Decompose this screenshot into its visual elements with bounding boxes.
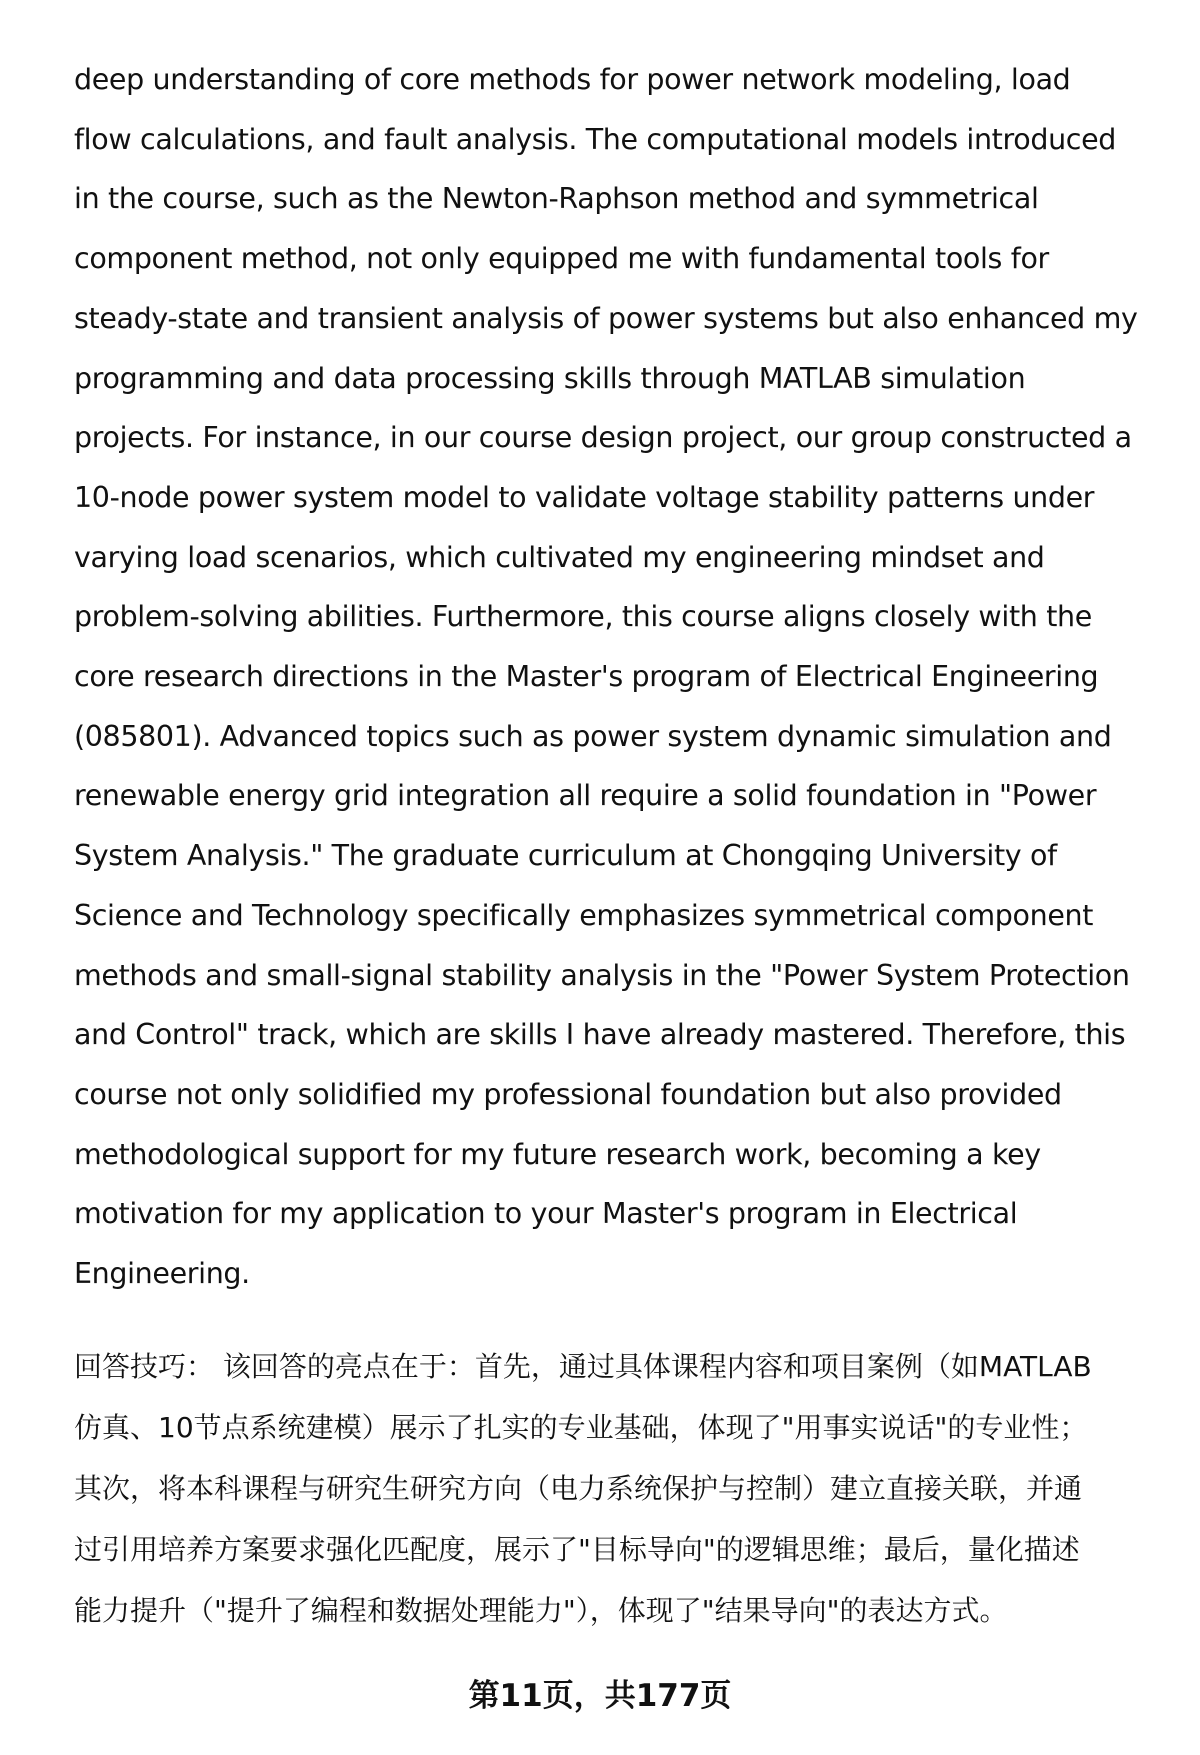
tip-line: 回答技巧： 该回答的亮点在于：首先，通过具体课程内容和项目案例（如MATLAB (74, 1349, 1092, 1383)
body-line: problem-solving abilities. Furthermore, this course aligns closely with the (74, 600, 1092, 634)
tip-line: 过引用培养方案要求强化匹配度，展示了"目标导向"的逻辑思维；最后，量化描述 (74, 1532, 1080, 1566)
tip-line: 仿真、10节点系统建模）展示了扎实的专业基础，体现了"用事实说话"的专业性； (74, 1410, 1088, 1444)
body-line: methodological support for my future research work, becoming a key (74, 1137, 1041, 1171)
body-line: steady-state and transient analysis of power systems but also enhanced my (74, 301, 1138, 335)
tip-line: 其次，将本科课程与研究生研究方向（电力系统保护与控制）建立直接关联，并通 (74, 1471, 1083, 1505)
body-line: Engineering. (74, 1257, 250, 1291)
body-line: programming and data processing skills through MATLAB simulation (74, 361, 1026, 395)
page-number: 第11页，共177页 (468, 1678, 732, 1714)
body-line: in the course, such as the Newton-Raphson method and symmetrical (74, 182, 1039, 216)
section-spacer (74, 1304, 1120, 1336)
body-line: deep understanding of core methods for power network modeling, load (74, 63, 1071, 96)
body-line: methods and small-signal stability analysis in the "Power System Protection (74, 958, 1130, 992)
body-line: flow calculations, and fault analysis. The computational models introduced (74, 122, 1117, 156)
body-line: System Analysis." The graduate curriculum at Chongqing University of (74, 839, 1057, 873)
body-line: projects. For instance, in our course design project, our group constructed a (74, 421, 1132, 455)
body-line: renewable energy grid integration all require a solid foundation in "Power (74, 779, 1097, 813)
body-line: core research directions in the Master's program of Electrical Engineering (74, 660, 1099, 694)
answer-tips (74, 1336, 1120, 1641)
body-line: and Control" track, which are skills I have already mastered. Therefore, this (74, 1018, 1126, 1052)
answer-body (74, 50, 1138, 1304)
body-line: course not only solidified my professional foundation but also provided (74, 1077, 1062, 1111)
body-line: 10-node power system model to validate voltage stability patterns under (74, 480, 1095, 514)
tip-line: 能力提升（"提升了编程和数据处理能力"），体现了"结果导向"的表达方式。 (74, 1593, 1008, 1627)
body-line: motivation for my application to your Master's program in Electrical (74, 1197, 1018, 1231)
body-line: (085801). Advanced topics such as power system dynamic simulation and (74, 719, 1112, 753)
body-line: varying load scenarios, which cultivated my engineering mindset and (74, 540, 1045, 574)
body-line: component method, not only equipped me with fundamental tools for (74, 242, 1049, 276)
body-line: Science and Technology specifically emphasizes symmetrical component (74, 898, 1094, 932)
